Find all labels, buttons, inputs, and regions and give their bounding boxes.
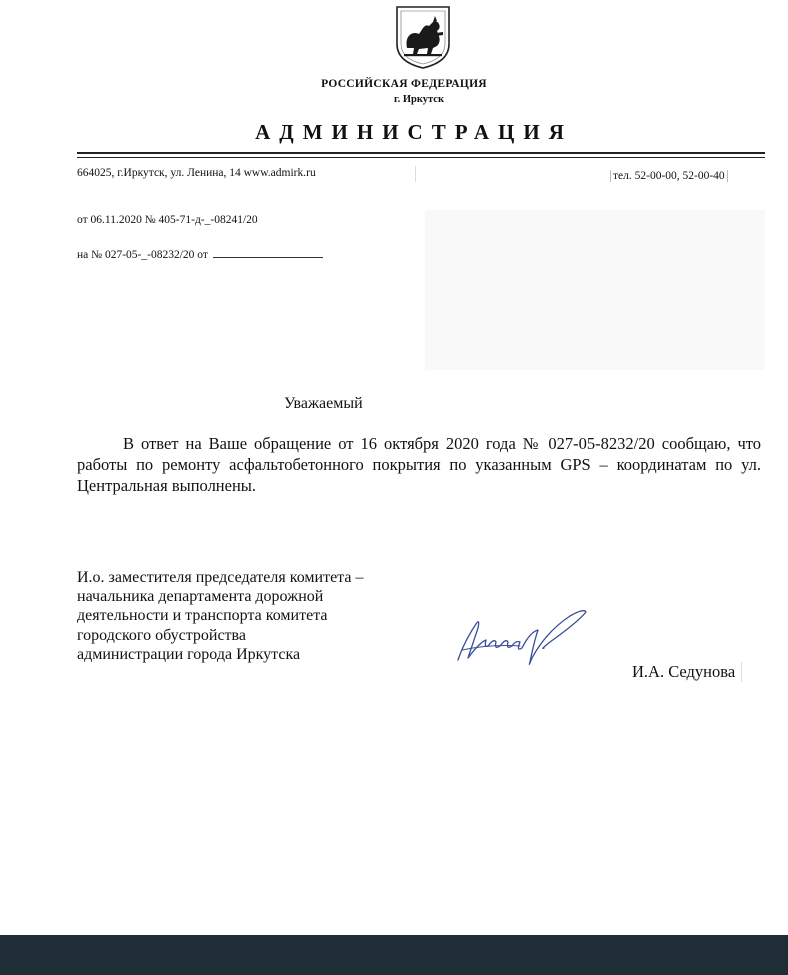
signatory-title-line: администрации города Иркутска — [77, 645, 301, 663]
handwritten-signature — [450, 602, 600, 670]
phone-line: тел. 52-00-00, 52-00-40 — [610, 170, 728, 182]
country-heading: РОССИЙСКАЯ ФЕДЕРАЦИЯ — [321, 78, 487, 90]
signatory-title-line: И.о. заместителя председателя комитета – — [77, 569, 364, 586]
footer-bar — [0, 935, 788, 975]
header-rule-thick — [77, 152, 765, 154]
coat-of-arms-babr-icon — [393, 4, 453, 70]
divider — [415, 166, 416, 182]
address-line: 664025, г.Иркутск, ул. Ленина, 14 www.admirk.ru — [77, 167, 316, 179]
signatory-title-line: деятельности и транспорта комитета — [77, 607, 328, 625]
signatory-title-line: городского обустройства — [77, 626, 246, 644]
letter-body: В ответ на Ваше обращение от 16 октября 2020 года № 027-05-8232/20 сообщаю, что работы по ремонту асфальтобетонного покрытия по указанным GPS – координатам по ул. Центральная выполнены. — [77, 434, 761, 496]
signatory-title — [77, 568, 457, 664]
header-rule-thin — [77, 157, 765, 158]
blank-addressee-area — [425, 210, 765, 370]
signatory-title-line: начальника департамента дорожной — [77, 588, 324, 606]
greeting: Уважаемый — [284, 395, 363, 412]
outgoing-reference: от 06.11.2020 № 405-71-д-_-08241/20 — [77, 214, 258, 226]
incoming-reference — [77, 247, 323, 261]
blank-date-line — [213, 247, 323, 258]
handwritten-signature-icon — [450, 602, 600, 670]
administration-title: АДМИНИСТРАЦИЯ — [255, 120, 573, 144]
incoming-reference-text: на № 027-05-_-08232/20 от — [77, 249, 208, 261]
city-heading: г. Иркутск — [394, 94, 444, 105]
coat-of-arms-emblem — [393, 4, 453, 70]
signer-name: И.А. Седунова — [632, 662, 742, 682]
